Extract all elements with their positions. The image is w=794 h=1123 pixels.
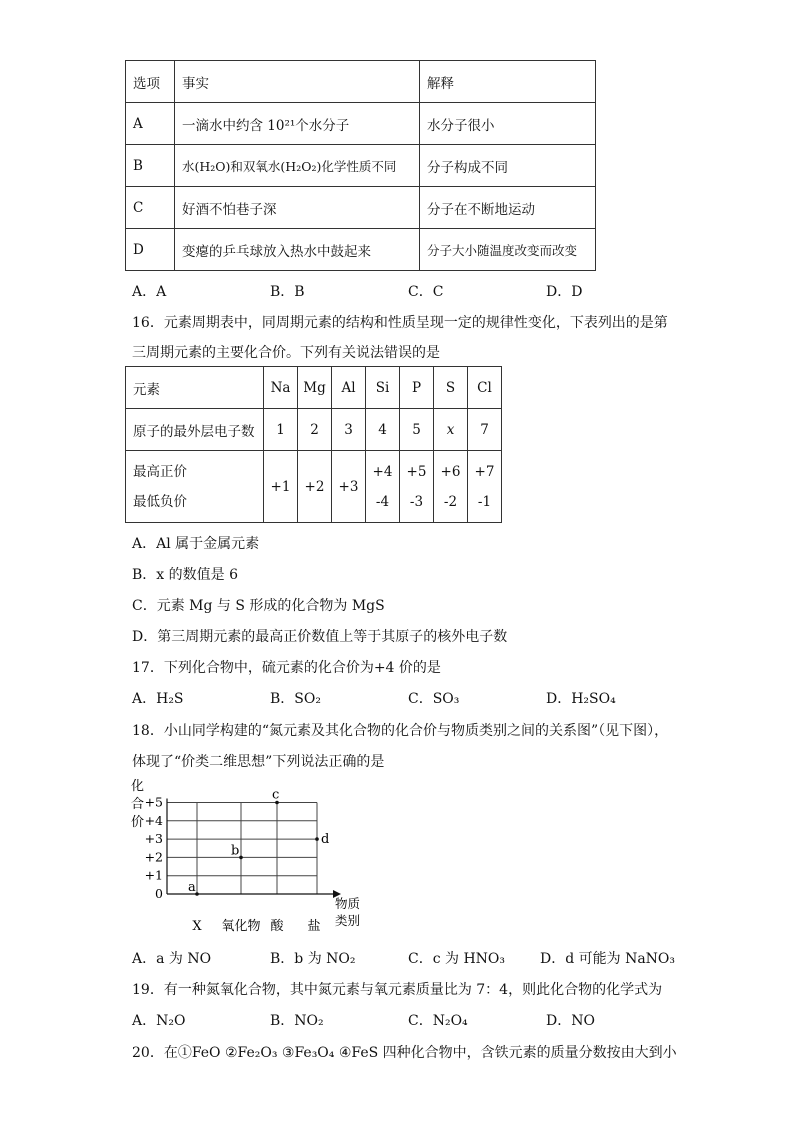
row-option: D — [126, 229, 175, 271]
table-row — [126, 145, 596, 187]
element-cell: S — [434, 367, 468, 409]
electron-cell: 1 — [264, 409, 298, 451]
q16-stem-line1: 16．元素周期表中，同周期元素的结构和性质呈现一定的规律性变化，下表列出的是第 — [132, 315, 668, 331]
max-valence: +3 — [338, 478, 359, 495]
valence-cell — [264, 451, 298, 523]
valence-cell — [298, 451, 332, 523]
min-valence: -1 — [477, 493, 492, 510]
q17-choice-d[interactable]: D．H₂SO₄ — [546, 691, 616, 707]
min-valence: -2 — [443, 493, 458, 510]
max-valence: +1 — [270, 478, 291, 495]
max-valence: +2 — [304, 478, 325, 495]
valence-cell — [434, 451, 468, 523]
table-row — [126, 367, 502, 409]
q15-choice-c[interactable]: C．C — [408, 284, 444, 300]
element-cell: Al — [332, 367, 366, 409]
q16-table — [125, 366, 502, 523]
row-reason: 分子大小随温度改变而改变 — [420, 229, 596, 271]
electron-cell: 4 — [366, 409, 400, 451]
row-reason: 分子构成不同 — [420, 145, 596, 187]
x-tick-label: 盐 — [307, 919, 321, 934]
q19-choice-a[interactable]: A．N₂O — [132, 1013, 186, 1029]
max-valence: +6 — [440, 463, 461, 480]
max-valence-label: 最高正价 — [133, 463, 187, 480]
q15-choice-a[interactable]: A．A — [132, 284, 167, 300]
row-fact: 变瘪的乒乓球放入热水中鼓起来 — [175, 229, 420, 271]
table-row — [126, 451, 502, 523]
row-fact: 一滴水中约含 10²¹个水分子 — [175, 103, 420, 145]
element-label: 元素 — [126, 367, 264, 409]
q17-stem: 17．下列化合物中，硫元素的化合价为+4 价的是 — [132, 660, 441, 676]
min-valence: -4 — [375, 493, 390, 510]
x-axis-label-line1: 物质 — [335, 896, 361, 911]
x-tick-label: 酸 — [270, 919, 284, 934]
q16-choice-c[interactable]: C．元素 Mg 与 S 形成的化合物为 MgS — [132, 598, 385, 614]
table-row — [126, 61, 596, 103]
row-reason: 分子在不断地运动 — [420, 187, 596, 229]
element-cell: Cl — [468, 367, 502, 409]
data-point — [239, 856, 243, 860]
x-tick-label: 氧化物 — [221, 919, 261, 934]
header-option: 选项 — [126, 61, 175, 103]
element-cell: Na — [264, 367, 298, 409]
max-valence: +5 — [406, 463, 427, 480]
x-tick-labels — [192, 918, 320, 934]
row-option: A — [126, 103, 175, 145]
row-fact: 好酒不怕巷子深 — [175, 187, 420, 229]
data-point-label: c — [272, 787, 280, 803]
data-point-label: d — [321, 832, 330, 848]
y-axis-label-char: 合 — [131, 797, 145, 812]
q16-choice-d[interactable]: D．第三周期元素的最高正价数值上等于其原子的核外电子数 — [132, 629, 508, 645]
min-valence: -3 — [409, 493, 424, 510]
q18-choice-c[interactable]: C．c 为 HNO₃ — [408, 951, 506, 967]
q17-choice-b[interactable]: B．SO₂ — [270, 691, 321, 707]
q19-choice-c[interactable]: C．N₂O₄ — [408, 1013, 468, 1029]
q17-choice-a[interactable]: A．H₂S — [132, 691, 184, 707]
valence-cell — [366, 451, 400, 523]
header-reason: 解释 — [420, 61, 596, 103]
electron-cell: 3 — [332, 409, 366, 451]
data-point-label: b — [231, 843, 240, 859]
row-option: C — [126, 187, 175, 229]
y-tick-label: +5 — [144, 794, 163, 810]
y-tick-label: +1 — [144, 867, 163, 883]
q15-choice-d[interactable]: D．D — [546, 284, 583, 300]
table-row — [126, 409, 502, 451]
q15-table — [125, 60, 596, 271]
data-point-label: a — [188, 880, 196, 895]
q16-choice-b[interactable]: B．x 的数值是 6 — [132, 567, 238, 583]
q18-choice-b[interactable]: B．b 为 NO₂ — [270, 951, 356, 967]
electron-cell: 7 — [468, 409, 502, 451]
valence-class-chart — [125, 772, 375, 940]
row-option: B — [126, 145, 175, 187]
q20-stem: 20．在①FeO ②Fe₂O₃ ③Fe₃O₄ ④FeS 四种化合物中，含铁元素的质量分数按由大到小 — [132, 1045, 677, 1061]
q19-stem: 19．有一种氮氧化合物，其中氮元素与氧元素质量比为 7：4，则此化合物的化学式为 — [132, 982, 663, 998]
q15-choice-b[interactable]: B．B — [270, 284, 305, 300]
valence-label — [126, 451, 264, 523]
q18-choice-d[interactable]: D．d 可能为 NaNO₃ — [540, 951, 676, 967]
q19-choice-d[interactable]: D．NO — [546, 1013, 595, 1029]
row-fact: 水(H₂O)和双氧水(H₂O₂)化学性质不同 — [175, 145, 420, 187]
q18-stem-line1: 18．小山同学构建的“氮元素及其化合物的化合价与物质类别之间的关系图”（见下图）， — [132, 723, 669, 739]
row-reason: 水分子很小 — [420, 103, 596, 145]
table-row — [126, 229, 596, 271]
data-points — [188, 788, 329, 896]
valence-cell — [400, 451, 434, 523]
y-axis-label-char: 价 — [131, 815, 145, 830]
electron-cell: 5 — [400, 409, 434, 451]
x-tick-label: X — [192, 919, 202, 934]
q19-choice-b[interactable]: B．NO₂ — [270, 1013, 324, 1029]
electron-cell: 2 — [298, 409, 332, 451]
header-fact: 事实 — [175, 61, 420, 103]
valence-cell — [332, 451, 366, 523]
y-tick-label: +3 — [144, 831, 163, 847]
q16-choice-a[interactable]: A．Al 属于金属元素 — [132, 536, 260, 552]
data-point — [315, 837, 319, 841]
q16-stem-line2: 三周期元素的主要化合价。下列有关说法错误的是 — [132, 345, 440, 361]
valence-cell — [468, 451, 502, 523]
max-valence: +4 — [372, 463, 393, 480]
electron-cell: x — [434, 409, 468, 451]
min-valence-label: 最低负价 — [133, 493, 187, 510]
element-cell: Mg — [298, 367, 332, 409]
y-tick-label: +4 — [144, 812, 163, 828]
q18-choice-a[interactable]: A．a 为 NO — [132, 951, 212, 967]
x-axis-label-line2: 类别 — [335, 913, 361, 928]
element-cell: Si — [366, 367, 400, 409]
y-axis-label-char: 化 — [131, 779, 145, 794]
y-tick-label: +2 — [144, 849, 163, 865]
element-cell: P — [400, 367, 434, 409]
y-tick-label: 0 — [155, 886, 163, 901]
y-tick-labels — [145, 795, 163, 902]
table-row — [126, 187, 596, 229]
q17-choice-c[interactable]: C．SO₃ — [408, 691, 460, 707]
electron-label: 原子的最外层电子数 — [126, 409, 264, 451]
table-row — [126, 103, 596, 145]
q18-stem-line2: 体现了“价类二维思想”下列说法正确的是 — [132, 754, 385, 770]
max-valence: +7 — [474, 463, 495, 480]
